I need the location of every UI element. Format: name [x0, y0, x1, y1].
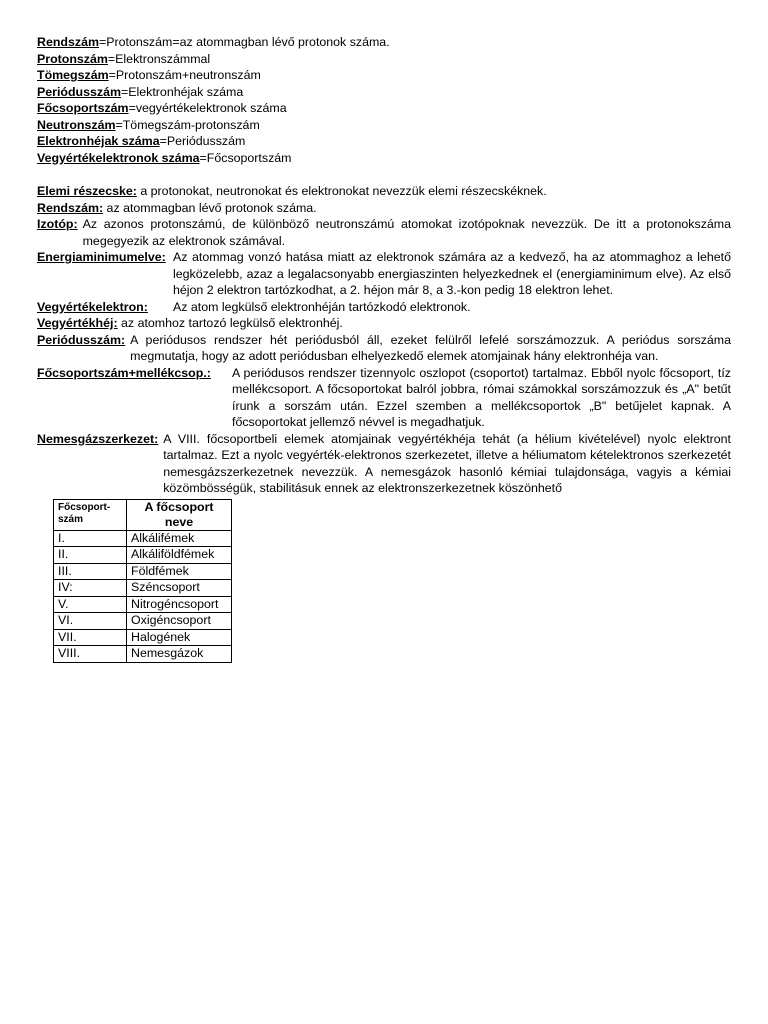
table-cell-name: Nitrogéncsoport: [127, 596, 232, 613]
equation-text: =Tömegszám-protonszám: [115, 117, 260, 132]
table-row: [54, 596, 232, 613]
spacer: [37, 166, 731, 183]
equation-vegyertekelektronok: [37, 150, 731, 167]
definition-focsoportszam: [37, 365, 731, 431]
equation-term: Elektronhéjak száma: [37, 134, 160, 148]
definition-text: A VIII. főcsoportbeli elemek atomjainak vegyértékhéja tehát (a hélium kivételével) nyolc elektront tartalmaz. Ezt a nyolc vegyérték-elektronos szerkezetet, illetve a héliumatom kételektronos szerkezetét nemesgázszerkezetnek nevezzük. A nemesgázok hasonló kémiai tulajdonsága, vagyis a kémiai közömbösségük, stabilitásuk ennek az elektronszerkezetnek köszönhető: [163, 431, 731, 495]
definition-vegyertekhej: [37, 315, 731, 332]
equation-text: =Periódusszám: [159, 134, 246, 148]
definition-text: A periódusos rendszer tizennyolc oszlopot (csoportot) tartalmaz. Ebből nyolc főcsoport, tíz mellékcsoport. A főcsoportokat balról jobbra, római számokkal sorszámozzuk és „A" betűt írunk a sorszám után. Ezzel szemben a mellékcsoportok „B" betűjelet kapnak. A főcsoportokat jellemző névvel is megadhatjuk.: [232, 365, 731, 429]
definition-text: Az atommag vonzó hatása miatt az elektronok számára az a kedvező, ha az atommaghoz a lehető legközelebb, azaz a legalacsonyabb energiaszinten helyezkednek el (energiaminimum elve). Az első héjon 2 elektron tartózkodhat, a 2. héjon már 8, a 3.-kon pedig 18 elektron lehet.: [173, 250, 731, 297]
definition-vegyertekelektron: [37, 299, 731, 316]
equation-neutronszam: [37, 117, 731, 134]
table-cell-name: Halogének: [127, 629, 232, 646]
definition-periodusszam: [37, 332, 731, 365]
definition-term: Elemi részecske:: [37, 184, 137, 198]
equation-list: [37, 34, 731, 166]
table-cell-number: IV:: [54, 580, 127, 597]
table-row: [54, 547, 232, 564]
equation-term: Neutronszám: [37, 117, 116, 132]
definition-term: Főcsoportszám+mellékcsop.:: [37, 365, 211, 380]
table-cell-name: Földfémek: [127, 563, 232, 580]
equation-tomegszam: [37, 67, 731, 84]
table-cell-name: Széncsoport: [127, 580, 232, 597]
table-row: [54, 613, 232, 630]
definition-text: Az azonos protonszámú, de különböző neutronszámú atomokat izotópoknak nevezzük. De itt a protonokszáma megegyezik az elektronok számával.: [82, 217, 731, 248]
definition-energiaminimum: [37, 249, 731, 299]
equation-term: Vegyértékelektronok száma: [37, 150, 200, 165]
table-row: [54, 580, 232, 597]
definition-text: Az atom legkülső elektronhéján tartózkodó elektronok.: [173, 299, 471, 314]
equation-text: =Elektronhéjak száma: [121, 84, 244, 99]
table-row: [54, 646, 232, 663]
definition-term: Energiaminimumelve:: [37, 250, 166, 264]
table-header-name: A főcsoport neve: [127, 499, 232, 530]
table-cell-number: VIII.: [54, 646, 127, 663]
table-row: [54, 530, 232, 547]
table-cell-name: Oxigéncsoport: [127, 613, 232, 630]
equation-focsoportszam: [37, 100, 731, 117]
definition-term: Periódusszám:: [37, 332, 126, 347]
definition-text: a protonokat, neutronokat és elektronokat nevezzük elemi részecskéknek.: [136, 184, 547, 198]
definition-nemesgazszerkezet: [37, 431, 731, 497]
table-cell-number: III.: [54, 563, 127, 580]
definition-term: Izotóp:: [37, 217, 78, 231]
definition-term: Rendszám:: [37, 200, 104, 215]
equation-text: =Főcsoportszám: [199, 150, 292, 165]
table-header-row: [54, 499, 232, 530]
table-cell-number: VII.: [54, 629, 127, 646]
table-row: [54, 563, 232, 580]
equation-elektronhejak: [37, 133, 731, 150]
definition-text: az atommagban lévő protonok száma.: [103, 200, 317, 215]
equation-text: =Elektronszámmal: [107, 51, 211, 66]
table-cell-name: Alkáliföldfémek: [127, 547, 232, 564]
equation-text: =vegyértékelektronok száma: [128, 101, 287, 115]
definition-term: Vegyértékelektron:: [37, 299, 148, 314]
equation-rendszam: [37, 34, 731, 51]
table-cell-number: II.: [54, 547, 127, 564]
equation-term: Rendszám: [37, 35, 99, 49]
definition-text: A periódusos rendszer hét periódusból áll, ezeket felülről lefelé sorszámozzuk. A periódus sorszáma megmutatja, hogy az adott periódusban elhelyezkedő elemek atomjainak hány elektronhéja van.: [130, 332, 731, 363]
table-cell-number: I.: [54, 530, 127, 547]
table-row: [54, 629, 232, 646]
equation-term: Periódusszám: [37, 84, 122, 99]
focsoport-table: [53, 499, 232, 663]
definition-rendszam: [37, 200, 731, 217]
definition-izotop: [37, 216, 731, 249]
table-cell-name: Alkálifémek: [127, 530, 232, 547]
equation-term: Protonszám: [37, 51, 108, 66]
table-cell-name: Nemesgázok: [127, 646, 232, 663]
definition-term: Vegyértékhéj:: [37, 316, 118, 330]
table-cell-number: V.: [54, 596, 127, 613]
definition-elemi-reszecske: [37, 183, 731, 200]
equation-text: =Protonszám=az atommagban lévő protonok száma.: [98, 35, 390, 49]
equation-periodusszam: [37, 84, 731, 101]
document-page: [37, 34, 731, 663]
equation-protonszam: [37, 51, 731, 68]
definition-text: az atomhoz tartozó legkülső elektronhéj.: [117, 316, 343, 330]
table-cell-number: VI.: [54, 613, 127, 630]
equation-text: =Protonszám+neutronszám: [108, 68, 261, 82]
table-header-number: Főcsoport-szám: [54, 499, 127, 530]
equation-term: Tömegszám: [37, 68, 109, 82]
definition-term: Nemesgázszerkezet:: [37, 431, 159, 446]
equation-term: Főcsoportszám: [37, 101, 129, 115]
